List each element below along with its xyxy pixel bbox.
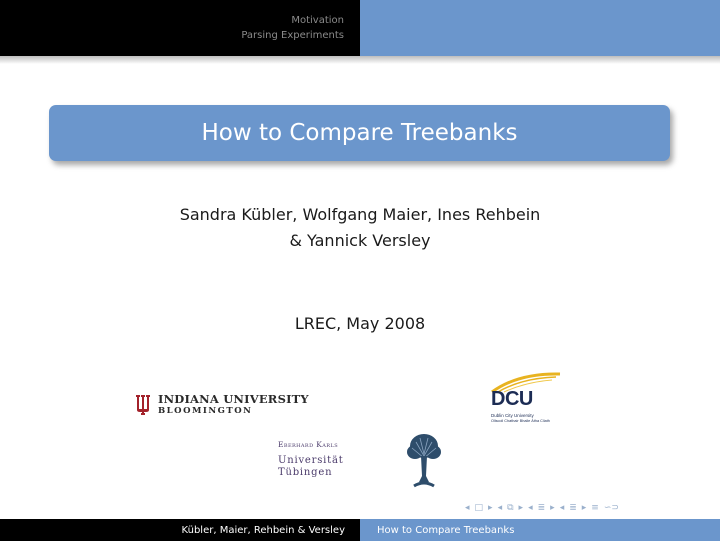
nav-search-icon[interactable]: ∽⊃ [603, 503, 619, 513]
tuebingen-line-3: Tübingen [278, 467, 333, 478]
dcu-name-en: Dublin City University [491, 413, 534, 418]
nav-arrow-left-icon[interactable]: ◂ [465, 503, 470, 513]
beamer-navigation-symbols [465, 503, 619, 513]
footer-authors: Kübler, Maier, Rehbein & Versley [181, 524, 345, 536]
tuebingen-line-1: Eberhard Karls [278, 440, 339, 449]
footer-bar [0, 519, 720, 541]
nav-frame-icon[interactable]: □ [474, 503, 484, 513]
slide-title: How to Compare Treebanks [201, 120, 518, 146]
footer-authors-panel [0, 519, 360, 541]
nav-arrow-left-icon[interactable]: ◂ [559, 503, 565, 513]
section-navigation [0, 0, 360, 56]
dcu-logo [488, 371, 568, 427]
nav-arrow-right-icon[interactable]: ▸ [488, 503, 493, 513]
nav-subsection-icon[interactable]: ⧉ [507, 503, 514, 513]
authors-block [0, 202, 720, 254]
authors-line-2: & Yannick Versley [289, 231, 431, 250]
header-bar [0, 0, 720, 56]
palm-tree-icon [404, 432, 444, 490]
title-block [49, 105, 670, 161]
iu-name: INDIANA UNIVERSITY [158, 392, 309, 406]
header-accent-panel [360, 0, 720, 56]
dcu-name-ga: Ollscoil Chathair Bhaile Átha Cliath [491, 419, 550, 423]
header-shadow [0, 56, 720, 64]
iu-trident-icon [134, 394, 152, 416]
dcu-letters: DCU [491, 388, 533, 410]
nav-arrow-right-icon[interactable]: ▸ [550, 503, 555, 513]
authors-line-1: Sandra Kübler, Wolfgang Maier, Ines Rehbein [179, 205, 541, 224]
nav-section-icon[interactable]: ≣ [537, 503, 546, 513]
indiana-university-logo [134, 393, 309, 417]
footer-title: How to Compare Treebanks [377, 524, 515, 536]
nav-arrow-left-icon[interactable]: ◂ [528, 503, 533, 513]
iu-campus: BLOOMINGTON [158, 406, 253, 416]
nav-presentation-icon[interactable]: ≣ [569, 503, 577, 513]
nav-arrow-right-icon[interactable]: ▸ [581, 503, 587, 513]
nav-arrow-right-icon[interactable]: ▸ [518, 503, 524, 513]
nav-appendix-icon[interactable]: ≡ [591, 503, 599, 513]
tuebingen-line-2: Universität [278, 455, 344, 466]
nav-section-parsing-experiments[interactable]: Parsing Experiments [241, 30, 344, 41]
nav-section-motivation[interactable]: Motivation [291, 15, 344, 26]
tuebingen-logo [278, 432, 448, 490]
nav-arrow-left-icon[interactable]: ◂ [497, 503, 503, 513]
footer-title-panel [360, 519, 720, 541]
venue-date: LREC, May 2008 [294, 314, 426, 333]
